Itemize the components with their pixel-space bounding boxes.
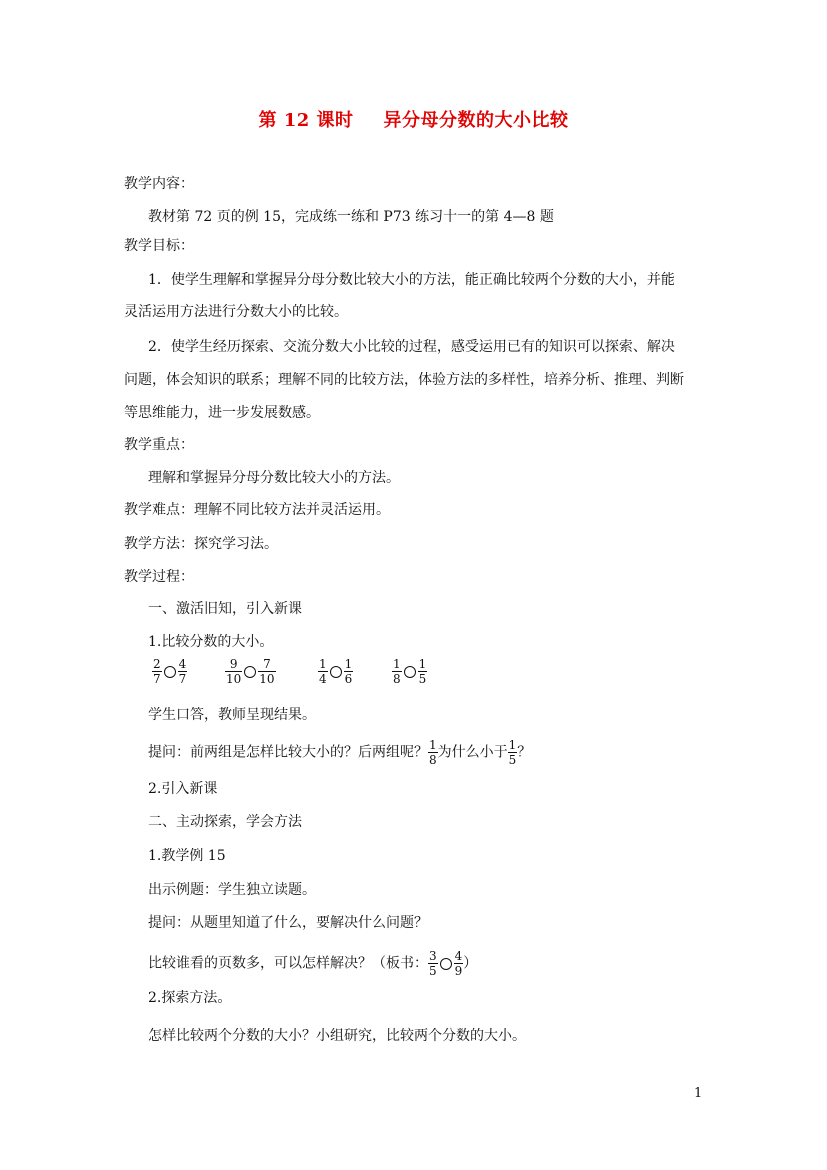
fraction: $\frac{1}{8}$ [429,738,437,767]
goal-2-line-3: 等思维能力，进一步发展数感。 [124,405,320,421]
title-topic: 异分母分数的大小比较 [383,110,569,131]
title-lesson-number: 第 12 课时 [258,110,354,131]
key-point-text: 理解和掌握异分母分数比较大小的方法。 [148,470,400,486]
fraction: $\frac{7}{10}$ [259,657,275,686]
question-1-text: 提问：前两组是怎样比较大小的？后两组呢？ [148,744,428,761]
fraction: $\frac{2}{7}$ [153,657,161,686]
question-3 [148,949,477,978]
compare-circle [244,666,256,678]
fraction: $\frac{1}{5}$ [508,738,517,767]
goal-2-line-2: 问题，体会知识的联系；理解不同的比较方法，体验方法的多样性，培养分析、推理、判断 [124,372,684,388]
heading-goals: 教学目标： [124,238,194,254]
question-3-end: ） [463,955,478,972]
step-1-2: 2.引入新课 [148,781,218,797]
fraction: $\frac{1}{8}$ [393,657,401,686]
question-3-text: 比较谁看的页数多，可以怎样解决？（板书： [148,955,428,972]
heading-key-point: 教学重点： [124,437,194,453]
fraction: $\frac{9}{10}$ [226,657,242,686]
goal-2-line-1: 2．使学生经历探索、交流分数大小比较的过程，感受运用已有的知识可以探索、解决 [148,339,675,355]
fraction: $\frac{1}{5}$ [418,657,427,686]
difficulty-text: 教学难点：理解不同比较方法并灵活运用。 [124,502,390,518]
goal-1-line-1: 1．使学生理解和掌握异分母分数比较大小的方法，能正确比较两个分数的大小，并能 [148,272,675,288]
section-2-heading: 二、主动探索，学会方法 [148,814,302,830]
compare-circle [330,666,342,678]
compare-circle [404,666,416,678]
compare-pair-1 [152,657,187,686]
heading-content: 教学内容： [124,176,194,192]
step-2-2: 2.探索方法。 [148,990,232,1006]
last-paragraph: 怎样比较两个分数的大小？小组研究，比较两个分数的大小。 [148,1028,526,1044]
question-1 [148,738,531,767]
answer-text: 学生口答，教师呈现结果。 [148,707,316,723]
page-number: 1 [694,1086,703,1101]
question-1-mid: 为什么小于 [437,744,508,761]
step-2-1: 1.教学例 15 [148,848,226,864]
compare-pair-2 [225,657,276,686]
goal-1-line-2: 灵活运用方法进行分数大小的比较。 [124,304,348,320]
step-1-1: 1.比较分数的大小。 [148,634,274,650]
question-2: 提问：从题里知道了什么，要解决什么问题？ [148,915,428,931]
fraction: $\frac{1}{6}$ [344,657,353,686]
compare-pair-3 [318,657,353,686]
compare-circle [164,666,176,678]
method-text: 教学方法：探究学习法。 [124,536,278,552]
show-example: 出示例题：学生独立读题。 [148,882,316,898]
page-title [0,106,827,132]
question-1-end: ？ [517,744,532,761]
fraction: $\frac{3}{5}$ [429,949,437,978]
fraction: $\frac{4}{9}$ [454,949,463,978]
heading-process: 教学过程： [124,569,194,585]
fraction: $\frac{4}{7}$ [178,657,187,686]
section-1-heading: 一、激活旧知，引入新课 [148,601,302,617]
compare-pair-4 [392,657,427,686]
compare-circle [440,958,452,970]
fraction: $\frac{1}{4}$ [319,657,327,686]
content-text: 教材第 72 页的例 15，完成练一练和 P73 练习十一的第 4—8 题 [148,209,554,225]
